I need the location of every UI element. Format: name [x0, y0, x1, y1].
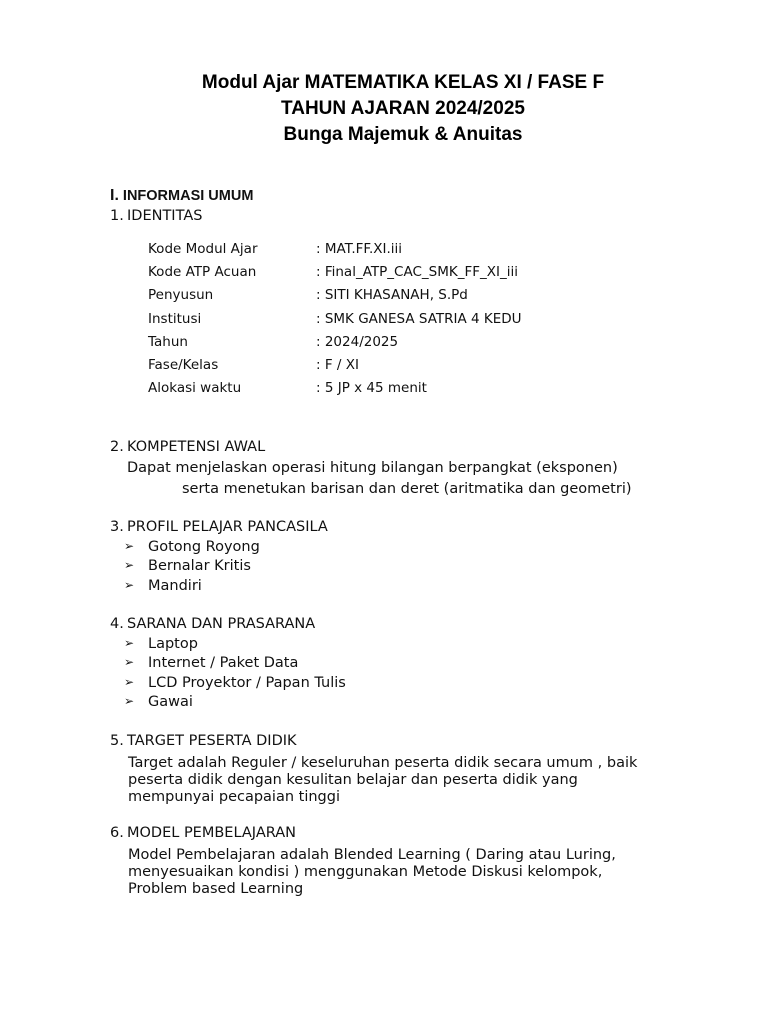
kompetensi-line-2: serta menetukan barisan dan deret (aritmatika dan geometri) [182, 481, 632, 497]
target-line-3: mempunyai pecapaian tinggi [128, 789, 340, 805]
model-line-3: Problem based Learning [128, 881, 304, 897]
profil-list-item [124, 539, 260, 555]
arrow-bullet-icon: ➢ [124, 655, 135, 669]
sarana-list-item [124, 655, 298, 671]
heading-kompetensi-awal [110, 439, 265, 455]
heading-text: MODEL PEMBELAJARAN [127, 825, 296, 841]
sarana-list-item [124, 636, 198, 652]
identity-row [148, 357, 359, 373]
target-line-2: peserta didik dengan kesulitan belajar dan peserta didik yang [128, 772, 578, 788]
identity-row [148, 334, 398, 350]
identity-value: : 2024/2025 [316, 334, 399, 350]
heading-number: 2. [110, 439, 124, 455]
arrow-bullet-icon: ➢ [124, 694, 135, 708]
heading-number: 1. [110, 208, 124, 224]
heading-sarana-prasarana [110, 616, 315, 632]
heading-number: 4. [110, 616, 124, 632]
arrow-bullet-icon: ➢ [124, 636, 135, 650]
heading-number: 6. [110, 825, 124, 841]
list-item-text: Mandiri [148, 578, 202, 594]
sarana-list-item [124, 694, 193, 710]
list-item-text: Internet / Paket Data [148, 655, 299, 671]
identity-row [148, 311, 522, 327]
arrow-bullet-icon: ➢ [124, 675, 135, 689]
title-line-1: Modul Ajar MATEMATIKA KELAS XI / FASE F [201, 72, 605, 93]
identity-value: : MAT.FF.XI.iii [316, 241, 403, 257]
identity-row [148, 264, 518, 280]
identity-row [148, 287, 468, 303]
arrow-bullet-icon: ➢ [124, 558, 135, 572]
heading-profil-pelajar [110, 519, 328, 535]
section-informasi-umum [110, 187, 253, 205]
section-roman-numeral: I. [110, 187, 119, 204]
identity-value: : 5 JP x 45 menit [316, 380, 427, 396]
kompetensi-line-1: Dapat menjelaskan operasi hitung bilangan berpangkat (eksponen) [127, 460, 618, 476]
identity-row [148, 241, 402, 257]
list-item-text: Gawai [148, 694, 193, 710]
list-item-text: Laptop [148, 636, 198, 652]
heading-number: 5. [110, 733, 124, 749]
list-item-text: Gotong Royong [148, 539, 260, 555]
identity-row [148, 380, 427, 396]
identity-label: Penyusun [148, 287, 214, 303]
list-item-text: Bernalar Kritis [148, 558, 251, 574]
identity-label: Fase/Kelas [148, 357, 219, 373]
list-item-text: LCD Proyektor / Papan Tulis [148, 675, 346, 691]
arrow-bullet-icon: ➢ [124, 539, 135, 553]
heading-text: TARGET PESERTA DIDIK [127, 733, 297, 749]
identity-label: Institusi [148, 311, 202, 327]
heading-identitas [110, 208, 202, 224]
heading-text: IDENTITAS [127, 208, 203, 224]
heading-number: 3. [110, 519, 124, 535]
identity-value: : Final_ATP_CAC_SMK_FF_XI_iii [316, 264, 518, 280]
section-title: INFORMASI UMUM [122, 188, 254, 204]
identity-value: : SMK GANESA SATRIA 4 KEDU [316, 311, 522, 327]
document-title [0, 70, 768, 148]
identity-label: Kode Modul Ajar [148, 241, 258, 257]
model-line-2: menyesuaikan kondisi ) menggunakan Metode Diskusi kelompok, [128, 864, 603, 880]
target-line-1: Target adalah Reguler / keseluruhan peserta didik secara umum , baik [128, 755, 638, 771]
profil-list-item [124, 558, 251, 574]
heading-model-pembelajaran [110, 825, 296, 841]
identity-value: : F / XI [316, 357, 359, 373]
heading-target-peserta [110, 733, 297, 749]
heading-text: KOMPETENSI AWAL [127, 439, 266, 455]
identity-label: Alokasi waktu [148, 380, 242, 396]
title-line-2: TAHUN AJARAN 2024/2025 [281, 98, 525, 119]
heading-text: PROFIL PELAJAR PANCASILA [127, 519, 328, 535]
identity-label: Tahun [148, 334, 188, 350]
identity-value: : SITI KHASANAH, S.Pd [316, 287, 468, 303]
title-line-3: Bunga Majemuk & Anuitas [283, 124, 523, 145]
sarana-list-item [124, 675, 346, 691]
model-line-1: Model Pembelajaran adalah Blended Learning ( Daring atau Luring, [128, 847, 616, 863]
identity-label: Kode ATP Acuan [148, 264, 257, 280]
arrow-bullet-icon: ➢ [124, 578, 135, 592]
profil-list-item [124, 578, 202, 594]
heading-text: SARANA DAN PRASARANA [127, 616, 316, 632]
